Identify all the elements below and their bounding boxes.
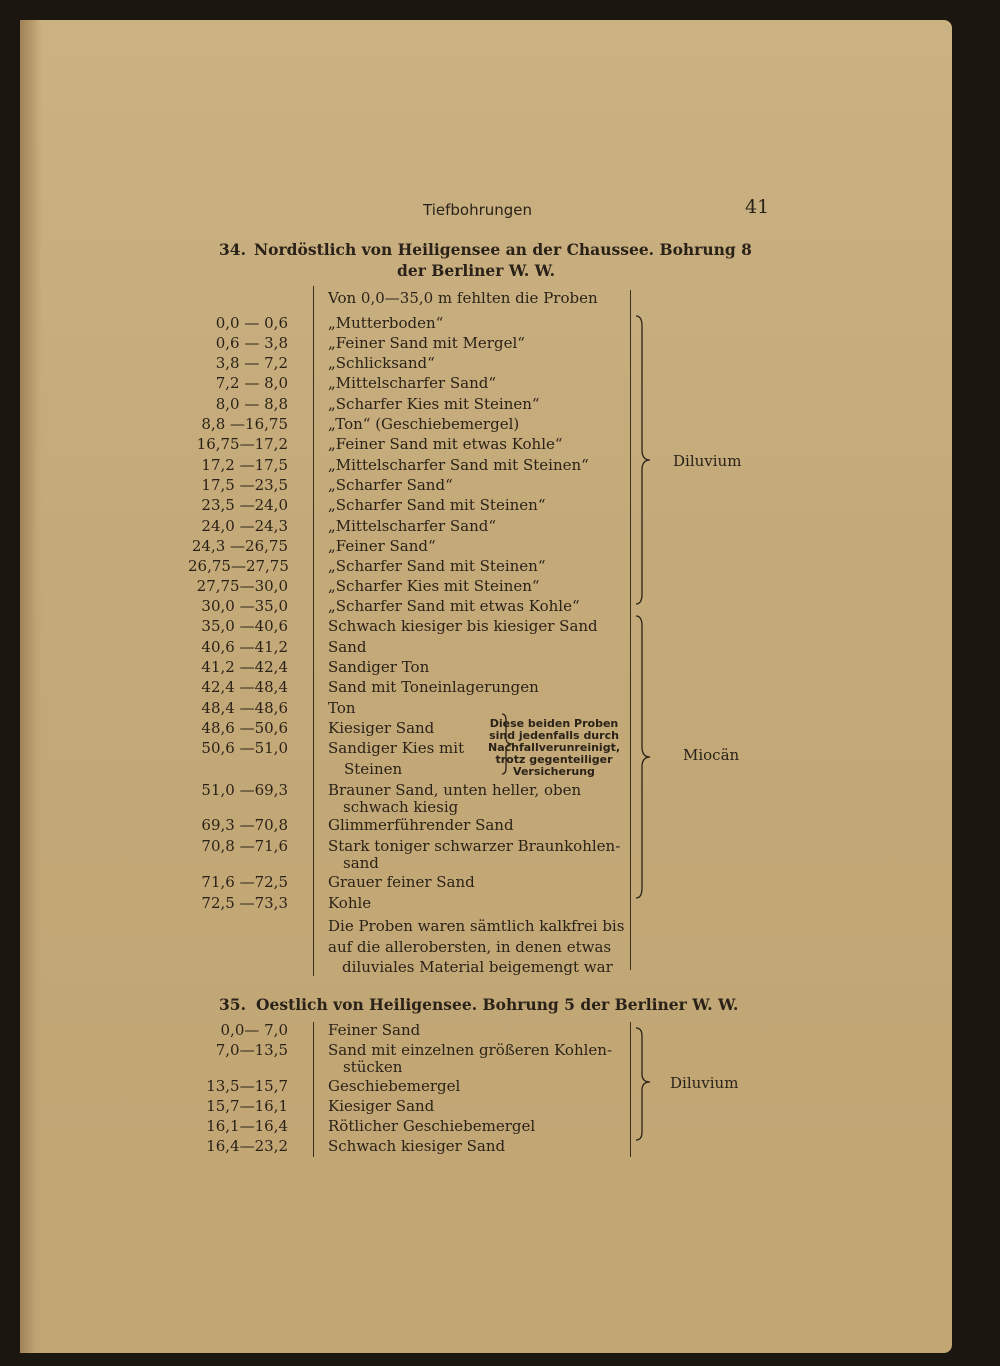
layer-description-continued: Steinen	[344, 760, 403, 778]
section-34-title-line2: der Berliner W. W.	[397, 261, 556, 280]
running-title: Tiefbohrungen	[423, 201, 533, 219]
sample-note: Diese beiden Proben sind jedenfalls durch Nachfallverunreinigt, trotz gegenteiliger Versicherung	[487, 717, 621, 778]
column-divider-left	[313, 286, 314, 976]
page-number: 41	[745, 196, 770, 218]
depth-range: 16,1—16,4	[206, 1117, 288, 1135]
depth-range: 70,8 —71,6	[201, 837, 288, 855]
miocaen-brace	[634, 614, 654, 904]
layer-description: Schwach kiesiger bis kiesiger Sand	[328, 617, 598, 635]
layer-description: „Schlicksand“	[328, 354, 435, 372]
layer-description: „Mittelscharfer Sand“	[328, 517, 497, 535]
depth-range: 27,75—30,0	[196, 577, 288, 595]
layer-description: Feiner Sand	[328, 1021, 421, 1039]
depth-range: 17,2 —17,5	[201, 456, 288, 474]
layer-description: „Scharfer Kies mit Steinen“	[328, 577, 540, 595]
layer-description: Sand	[328, 638, 367, 656]
depth-range: 35,0 —40,6	[201, 617, 288, 635]
section-35-title: Oestlich von Heiligensee. Bohrung 5 der Berliner W. W.	[256, 995, 739, 1014]
depth-range: 42,4 —48,4	[201, 678, 288, 696]
section-34-number: 34.	[219, 240, 246, 259]
depth-range: 0,0— 7,0	[220, 1021, 288, 1039]
depth-range: 16,4—23,2	[206, 1137, 288, 1155]
layer-description: Sandiger Kies mit	[328, 739, 465, 757]
layer-description-continued: sand	[343, 854, 379, 872]
layer-description: „Scharfer Sand mit Steinen“	[328, 496, 546, 514]
section-34-title-line1: Nordöstlich von Heiligensee an der Chaussee. Bohrung 8	[254, 240, 752, 259]
layer-description: „Feiner Sand mit Mergel“	[328, 334, 525, 352]
section-34-intro: Von 0,0—35,0 m fehlten die Proben	[328, 289, 598, 307]
depth-range: 69,3 —70,8	[201, 816, 288, 834]
group-label-diluvium-34: Diluvium	[673, 452, 742, 470]
column-divider-right	[630, 290, 631, 970]
layer-description: „Scharfer Kies mit Steinen“	[328, 395, 540, 413]
closing-line-1: Die Proben waren sämtlich kalkfrei bis	[328, 917, 625, 935]
layer-description: Brauner Sand, unten heller, oben	[328, 781, 582, 799]
layer-description: Rötlicher Geschiebemergel	[328, 1117, 536, 1135]
group-label-miocaen: Miocän	[683, 746, 740, 764]
depth-range: 51,0 —69,3	[201, 781, 288, 799]
layer-description-continued: schwach kiesig	[343, 798, 459, 816]
depth-range: 40,6 —41,2	[201, 638, 288, 656]
layer-description: „Mittelscharfer Sand“	[328, 374, 497, 392]
layer-description: „Ton“ (Geschiebemergel)	[328, 415, 520, 433]
depth-range: 71,6 —72,5	[201, 873, 288, 891]
depth-range: 48,4 —48,6	[201, 699, 288, 717]
layer-description: „Feiner Sand“	[328, 537, 436, 555]
depth-range: 3,8 — 7,2	[215, 354, 288, 372]
layer-description: Stark toniger schwarzer Braunkohlen-	[328, 837, 621, 855]
layer-description: Schwach kiesiger Sand	[328, 1137, 506, 1155]
layer-description: Sand mit einzelnen größeren Kohlen-	[328, 1041, 613, 1059]
layer-description-continued: stücken	[343, 1058, 403, 1076]
group-label-diluvium-35: Diluvium	[670, 1074, 739, 1092]
depth-range: 30,0 —35,0	[201, 597, 288, 615]
layer-description: Ton	[328, 699, 356, 717]
depth-range: 13,5—15,7	[206, 1077, 288, 1095]
depth-range: 24,3 —26,75	[191, 537, 288, 555]
layer-description: „Feiner Sand mit etwas Kohle“	[328, 435, 563, 453]
depth-range: 15,7—16,1	[206, 1097, 288, 1115]
depth-range: 23,5 —24,0	[201, 496, 288, 514]
diluvium-brace-35	[634, 1026, 654, 1146]
layer-description: Kohle	[328, 894, 372, 912]
layer-description: Sand mit Toneinlagerungen	[328, 678, 539, 696]
depth-range: 8,0 — 8,8	[215, 395, 288, 413]
closing-line-3: diluviales Material beigemengt war	[342, 958, 613, 976]
layer-description: Kiesiger Sand	[328, 719, 435, 737]
layer-description: Geschiebemergel	[328, 1077, 461, 1095]
layer-description: „Mutterboden“	[328, 314, 444, 332]
depth-range: 8,8 —16,75	[201, 415, 288, 433]
depth-range: 72,5 —73,3	[201, 894, 288, 912]
layer-description: „Scharfer Sand mit etwas Kohle“	[328, 597, 580, 615]
layer-description: „Scharfer Sand mit Steinen“	[328, 557, 546, 575]
depth-range: 0,6 — 3,8	[215, 334, 288, 352]
depth-range: 0,0 — 0,6	[215, 314, 288, 332]
diluvium-brace-34	[634, 314, 654, 610]
layer-description: „Scharfer Sand“	[328, 476, 453, 494]
depth-range: 24,0 —24,3	[201, 517, 288, 535]
closing-line-2: auf die allerobersten, in denen etwas	[328, 938, 612, 956]
depth-range: 41,2 —42,4	[201, 658, 288, 676]
section-35-number: 35.	[219, 995, 246, 1014]
depth-range: 7,2 — 8,0	[215, 374, 288, 392]
depth-range: 7,0—13,5	[215, 1041, 288, 1059]
binding-edge	[20, 20, 42, 1353]
layer-description: Glimmerführender Sand	[328, 816, 514, 834]
depth-range: 26,75—27,75	[188, 557, 289, 575]
layer-description: Kiesiger Sand	[328, 1097, 435, 1115]
column-divider-left-35	[313, 1022, 314, 1157]
depth-range: 50,6 —51,0	[201, 739, 288, 757]
layer-description: Sandiger Ton	[328, 658, 430, 676]
layer-description: „Mittelscharfer Sand mit Steinen“	[328, 456, 589, 474]
depth-range: 17,5 —23,5	[201, 476, 288, 494]
layer-description: Grauer feiner Sand	[328, 873, 475, 891]
depth-range: 48,6 —50,6	[201, 719, 288, 737]
column-divider-right-35	[630, 1022, 631, 1157]
depth-range: 16,75—17,2	[196, 435, 288, 453]
